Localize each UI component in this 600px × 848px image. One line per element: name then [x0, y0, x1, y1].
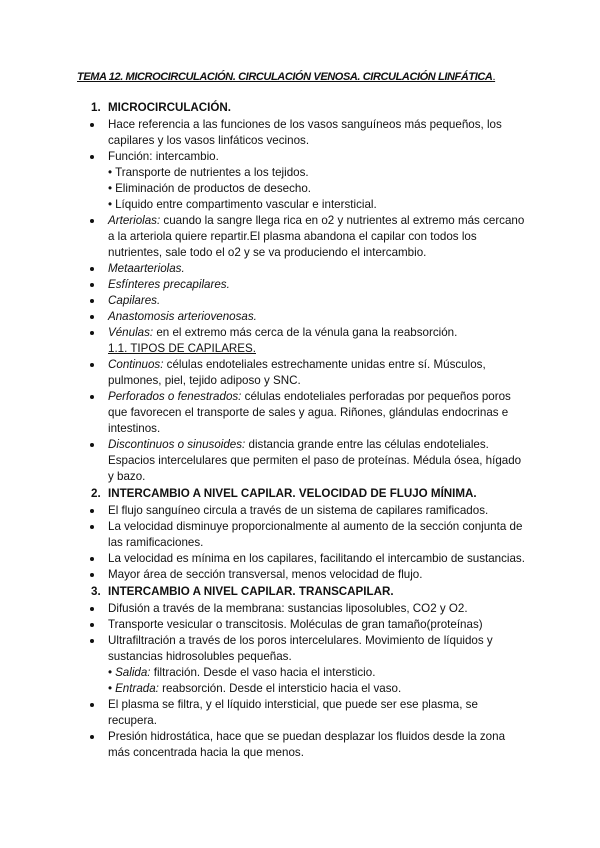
list-item	[84, 503, 528, 519]
list-item-text: La velocidad disminuye proporcionalmente al aumento de la sección conjunta de las ramificaciones.	[108, 520, 523, 549]
list-item-text: Difusión a través de la membrana: sustancias liposolubles, CO2 y O2.	[108, 602, 468, 615]
section-2-heading	[84, 485, 528, 503]
section-1-title: MICROCIRCULACIÓN.	[108, 101, 232, 114]
section-3-number: 3.	[91, 585, 101, 598]
term: Discontinuos o sinusoides:	[108, 438, 246, 451]
list-item-text: El flujo sanguíneo circula a través de un sistema de capilares ramificados.	[108, 504, 489, 517]
list-item	[84, 261, 528, 277]
list-item-text: Hace referencia a las funciones de los vasos sanguíneos más pequeños, los capilares y los vasos linfáticos vecinos.	[108, 118, 502, 147]
section-3-title: INTERCAMBIO A NIVEL CAPILAR. TRANSCAPILAR.	[108, 585, 394, 598]
list-item-text: Mayor área de sección transversal, menos velocidad de flujo.	[108, 568, 423, 581]
list-item	[84, 697, 528, 729]
sub-list-item-text: Eliminación de productos de desecho.	[115, 182, 311, 195]
list-item-text: distancia grande entre las células endoteliales. Espacios intercelulares que permiten el paso de proteínas. Médula ósea, hígado y bazo.	[108, 438, 522, 483]
list-item	[84, 213, 528, 261]
section-2-title: INTERCAMBIO A NIVEL CAPILAR. VELOCIDAD DE FLUJO MÍNIMA.	[108, 487, 477, 500]
list-item-text: La velocidad es mínima en los capilares, facilitando el intercambio de sustancias.	[108, 552, 525, 565]
list-item	[84, 309, 528, 325]
term: Esfínteres precapilares.	[108, 278, 230, 291]
list-item-text: células endoteliales perforadas por pequeños poros que favorecen el transporte de sales y agua. Riñones, glándulas endocrinas e intestinos.	[108, 390, 511, 435]
list-item	[84, 551, 528, 567]
list-item-text: El plasma se filtra, y el líquido intersticial, que puede ser ese plasma, se recupera.	[108, 698, 478, 727]
section-1-heading	[84, 99, 528, 117]
term: Salida:	[115, 666, 151, 679]
list-item	[84, 389, 528, 437]
list-item	[84, 117, 528, 149]
title-text: TEMA 12. MICROCIRCULACIÓN. CIRCULACIÓN VENOSA. CIRCULACIÓN LINFÁTICA	[77, 71, 493, 83]
document-body	[84, 99, 528, 761]
term: Entrada:	[115, 682, 159, 695]
list-item-text: cuando la sangre llega rica en o2 y nutrientes al extremo más cercano a la arteriola quiere repartir.El plasma abandona el capilar con todos los nutrientes, sale todo el o2 y se va produciendo el intercambio.	[108, 214, 525, 259]
list-item	[84, 633, 528, 665]
list-item	[84, 293, 528, 309]
sub-list-item	[84, 665, 528, 681]
list-item	[84, 617, 528, 633]
sub-list-item-text: Transporte de nutrientes a los tejidos.	[115, 166, 309, 179]
term: Anastomosis arteriovenosas.	[108, 310, 257, 323]
list-item	[84, 325, 528, 341]
sub-list-item-text: Líquido entre compartimento vascular e intersticial.	[115, 198, 377, 211]
title-period: .	[492, 71, 496, 83]
sub-list-item-text: filtración. Desde el vaso hacia el intersticio.	[150, 666, 376, 679]
list-item	[84, 277, 528, 293]
document-title	[77, 71, 495, 83]
sub-list-item-text: reabsorción. Desde el intersticio hacia el vaso.	[158, 682, 402, 695]
subsection-heading: 1.1. TIPOS DE CAPILARES.	[108, 342, 256, 355]
list-item-text: células endoteliales estrechamente unidas entre sí. Músculos, pulmones, piel, tejido adiposo y SNC.	[108, 358, 486, 387]
sub-bullet: •	[108, 166, 113, 179]
list-item-text: Función: intercambio.	[108, 150, 219, 163]
list-item-text: Ultrafiltración a través de los poros intercelulares. Movimiento de líquidos y sustancias hidrosolubles pequeñas.	[108, 634, 493, 663]
section-1-number: 1.	[91, 101, 101, 114]
list-item-text: en el extremo más cerca de la vénula gana la reabsorción.	[153, 326, 458, 339]
sub-bullet: •	[108, 682, 113, 695]
term: Continuos:	[108, 358, 164, 371]
list-item-text: Presión hidrostática, hace que se puedan desplazar los fluidos desde la zona más concentrada hacia la que menos.	[108, 730, 506, 759]
list-item	[84, 357, 528, 389]
term: Vénulas:	[108, 326, 154, 339]
term: Arteriolas:	[108, 214, 161, 227]
sub-bullet: •	[108, 666, 113, 679]
section-3-heading	[84, 583, 528, 601]
list-item	[84, 601, 528, 617]
sub-list-item	[84, 197, 528, 213]
list-item-text: Transporte vesicular o transcitosis. Moléculas de gran tamaño(proteínas)	[108, 618, 483, 631]
list-item	[84, 149, 528, 165]
sub-list-item	[84, 165, 528, 181]
sub-bullet: •	[108, 198, 113, 211]
term: Capilares.	[108, 294, 161, 307]
sub-list-item	[84, 681, 528, 697]
sub-bullet: •	[108, 182, 113, 195]
term: Perforados o fenestrados:	[108, 390, 242, 403]
section-2-number: 2.	[91, 487, 101, 500]
list-item	[84, 519, 528, 551]
list-item	[84, 729, 528, 761]
sub-list-item	[84, 181, 528, 197]
list-item	[84, 567, 528, 583]
list-item	[84, 437, 528, 485]
term: Metaarteriolas.	[108, 262, 185, 275]
